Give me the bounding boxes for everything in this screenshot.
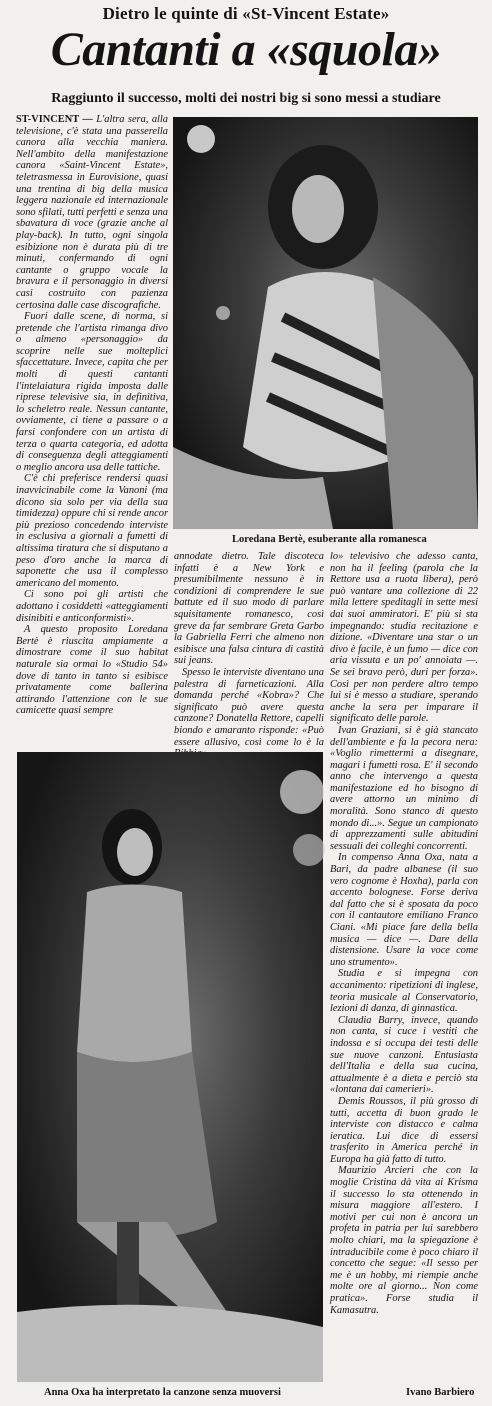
paragraph: Fuori dalle scene, di norma, si pretende che l'artista rimanga divo o almeno «personaggio» da scoprire nelle sue molteplici sfaccettature. Invece, capita che per molti di questi cantanti l'intelaiatura rigida imposta dalle riprese televisive sia, in definitiva, lo scheletro reale. Nessun cantante, ovviamente, ci tiene a passare o a farsi confondere con un artista di terza o quarta categoria, ed adotta di conseguenza degli atteggiamenti o meglio ancora usa delle tattiche. [16, 311, 168, 473]
article-deck: Raggiunto il successo, molti dei nostri big si sono messi a studiare [51, 91, 441, 106]
paragraph: C'è chi preferisce rendersi quasi inavvicinabile come la Vanoni (ma dicono sia solo per via della sua timidezza) oppure chi si rende ancor più prezioso concedendo interviste in esclusiva a giornali a fumetti di altissima tiratura che si disputano a peso d'oro anche la marca di saponette che usa il complesso americano del momento. [16, 473, 168, 589]
photo-caption-top: Loredana Bertè, esuberante alla romanesca [232, 534, 427, 545]
paragraph: Claudia Barry, invece, quando non canta, si cuce i vestiti che indossa e si occupa dei testi delle sue nuove canzoni. Entusiasta dell'Italia e della sua cucina, attualmente è a dieta e perciò sta «lontana dai camerieri». [330, 1014, 478, 1096]
byline: Ivano Barbiero [406, 1387, 475, 1398]
paragraph: A questo proposito Loredana Bertè è riuscita ampiamente a dimostrare come il suo habitat naturale sia ormai lo «Studio 54» dove di tanto in tanto si esibisce privatamente come ballerina attirando l'attenzione con le sue camicette quasi sempre [16, 624, 168, 717]
paragraph: Maurizio Arcieri che con la moglie Cristina dà vita ai Krisma il successo lo sta ottenendo in misura maggiore all'estero. I motivi per cui non è ancora un profeta in patria per lui sarebbero molto chiari, ma la spiegazione è intraducibile come è poco chiaro il concetto che segue: «Il sesso per me è un hobby, mi riempie anche molte ore al giorno... Non come pratica». Forse studia il Kamasutra. [330, 1165, 478, 1316]
paragraph: In compenso Anna Oxa, nata a Bari, da padre albanese (il suo vero cognome è Hoxha), parla con accento bolognese. Forse deriva dal fatto che si è sposata da poco con il cantautore emiliano Franco Ciani. «Mi piace fare della bella musica — dice —. Dare della distensione. Usare la voce come uno strumento». [330, 852, 478, 968]
singer-silhouette [17, 752, 323, 1382]
paragraph: Studia e si impegna con accanimento: ripetizioni di inglese, teoria musicale al Conservatorio, lezioni di danza, di ginnastica. [330, 968, 478, 1015]
paragraph: annodate dietro. Tale discoteca infatti è a New York e presumibilmente nessuno è in condizioni di comprendere le sue battute ed il suo modo di parlare squisitamente romanesco, così greve da far sembrare Greta Garbo la Gabriella Ferri che almeno non esibisce una falsa cintura di castità sui jeans. [174, 551, 324, 667]
article-headline: Cantanti a «squola» [50, 23, 442, 76]
lead-paragraph [16, 114, 168, 311]
lead-text: L'altra sera, alla televisione, c'è stata una passerella canora alla vecchia maniera. Nell'ambito della manifestazione canora «Saint-Vincent Estate», teletrasmessa in Eurovisione, quasi una trentina di big della musica leggera nazionale ed internazionale sono sfilati, tutti perfetti e senza una sbavatura di voce (grazie anche al play-back). In tutto, ogni singola esibizione non è durata più di tre minuti, confermando di ogni cantante o gruppo vocale la bravura e il personaggio in diversi casi costruito con pazienza certosina dalle case discografiche. [16, 114, 169, 311]
column-2 [174, 551, 324, 751]
article-kicker: Dietro le quinte di «St-Vincent Estate» [102, 4, 390, 23]
paragraph: lo» televisivo che adesso canta, non ha il feeling (parola che la Rettore usa a ruota libera), però può vantare una collezione di 22 mila lettere speditagli in sette mesi dai suoi ammiratori. E' più si sta impegnando: studia recitazione e dizione. «Diventare una star o un divo è facile, è un fumo — dice con aria vissuta e un po' annoiata —. Se sei bravo però, duri per forza». Così per non perdere altro tempo lui si è messo a studiare, sperando anche la sera per imparare il significato delle parole. [330, 551, 478, 725]
dateline: ST-VINCENT — [16, 114, 93, 125]
singer-silhouette [173, 117, 478, 529]
photo-caption-bottom: Anna Oxa ha interpretato la canzone senza muoversi [44, 1387, 281, 1398]
photo-anna-oxa [17, 752, 323, 1382]
paragraph: Spesso le interviste diventano una palestra di farneticazioni. Alla domanda perché «Kobra»? Che significato può avere questa canzone? Donatella Rettore, capelli biondo e amaranto risponde: «Può essere allusivo, così come lo è la [174, 666, 324, 748]
column-1 [16, 114, 168, 754]
paragraph: Demis Roussos, il più grosso di tutti, accetta di buon grado le interviste con distacco e calma ieratica. Lui dice di essersi trasferito in America perché in Europa ha già fatto di tutto. [330, 1095, 478, 1165]
paragraph: Ci sono poi gli artisti che adottano i cosiddetti «atteggiamenti disinibiti e anticonformisti». [16, 589, 168, 624]
column-3 [330, 551, 478, 1383]
paragraph: Ivan Graziani, si è già stancato dell'ambiente e fa la pecora nera: «Voglio rimettermi a disegnare, magari i fumetti rosa. E' il secondo anno che intervengo a questa manifestazione ed ho bisogno di avere attorno un minimo di moralità. Sono stanco di questo mondo di...». Segue un campionato di apprezzamenti sulle abitudini sessuali dei colleghi concorrenti. [330, 724, 478, 852]
photo-loredana-berte [173, 117, 478, 529]
